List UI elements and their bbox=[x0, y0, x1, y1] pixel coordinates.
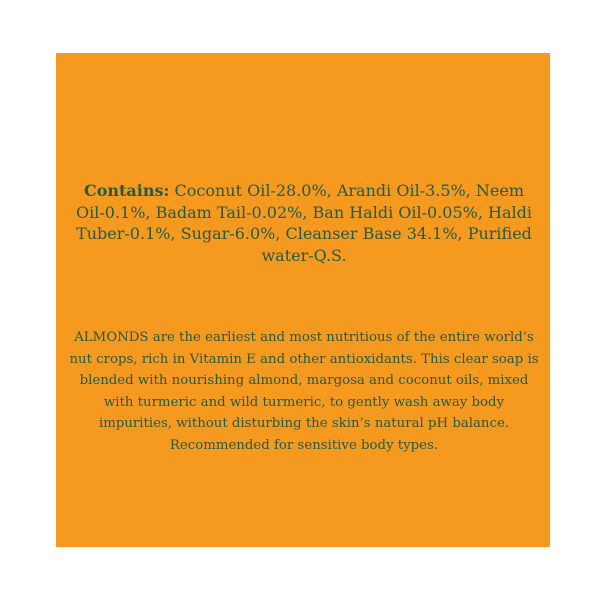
contains-label: Contains: bbox=[83, 181, 170, 200]
product-info-panel bbox=[56, 53, 550, 547]
ingredients-text bbox=[74, 180, 534, 266]
product-description: ALMONDS are the earliest and most nutritious of the entire world’s nut crops, rich in Vitamin E and other antioxidants. This clear soap is blended with nourishing almond, margosa and coconut oils, mixed with turmeric and wild turmeric, to gently wash away body impurities, without disturbing the skin’s natural pH balance. Recommended for sensitive body types. bbox=[69, 330, 539, 453]
ingredients-list: Coconut Oil-28.0%, Arandi Oil-3.5%, Neem Oil-0.1%, Badam Tail-0.02%, Ban Haldi Oil-0.05%, Haldi Tuber-0.1%, Sugar-6.0%, Cleanser Base 34.1%, Purified water-Q.S. bbox=[76, 181, 532, 265]
